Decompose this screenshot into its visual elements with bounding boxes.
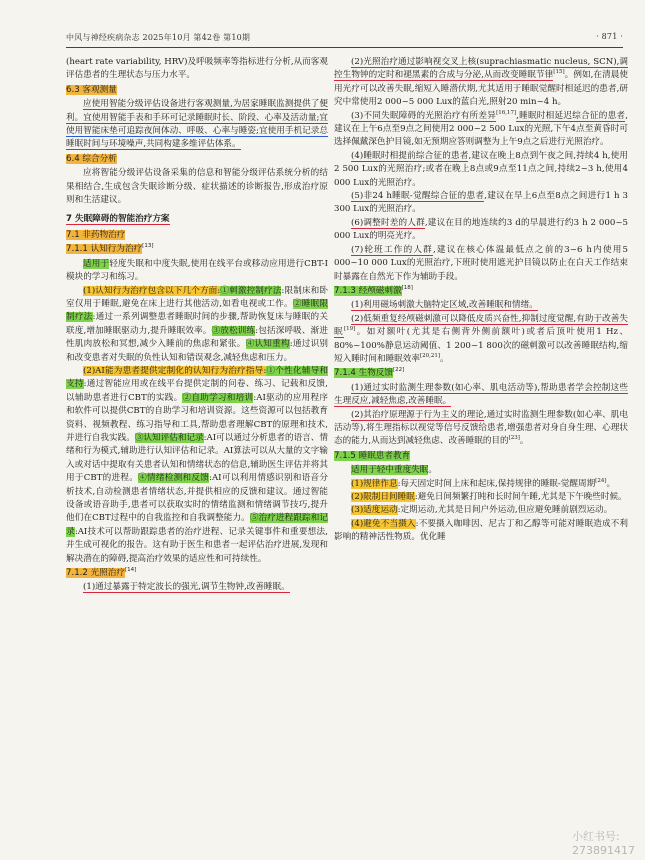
tms-p2-text: 。如对额叶(尤其是右侧背外侧前额叶)或者后顶叶使用1 Hz、80%~100%静息运动阈值、1 200~1 800次的磁刺激可以改善睡眠结构,缩短入睡时间和睡眠效率: [334, 327, 628, 364]
section-6-3-body: [66, 98, 328, 152]
ref-14: [14]: [124, 567, 137, 574]
light-therapy-p4: [334, 150, 628, 190]
section-6-3-text: 应使用智能分级评估设备进行客观测量,为居家睡眠监测提供了便利。宜使用智能手表和手环可记录睡眠时长、阶段、心率及活动量;宜使用智能床垫可追踪夜间体动、呼吸、心率与睡姿;宜使用手机记录总睡眠时间与环境噪声,共同构建多维评估体系。: [66, 99, 328, 150]
cognitive-assessment-label: ③认知评估和记录: [134, 432, 204, 443]
light-therapy-p2-tail: 。例如,在清晨使用光疗可以改善失眠,缩短入睡潜伏期,尤其适用于睡眠觉醒时相延迟的患者,研究中常使用2 000~5 000 Lux的蓝白光,照射20 min~4 h。: [334, 70, 629, 108]
relaxation-text: :包括深呼吸、渐进性肌肉放松和冥想,减少入睡前的焦虑和紧张。: [66, 325, 328, 350]
journal-header: [66, 32, 623, 46]
light-therapy-p5: [334, 190, 628, 217]
light-therapy-p3-text: (3)不同失眠障碍的光照治疗有所差异: [351, 110, 497, 121]
section-7-1-5-heading: [334, 450, 628, 463]
ref-19: [19]: [344, 326, 356, 333]
avoid-intake-text: :不要摄入咖啡因、尼古丁和乙醇等可能对睡眠造成不利影响的精神活性物质。优化睡: [334, 518, 628, 543]
non24-label: (5)非24 h睡眠-觉醒综合征的患者: [351, 191, 485, 202]
education-e2: [334, 491, 628, 504]
intro-paragraph: (heart rate variability, HRV)及呼吸频率等指标进行分析,从而客观评估患者的生理状态与压力水平。: [66, 57, 328, 81]
limit-nap-label: (2)限制日间睡眠: [351, 492, 415, 502]
light-therapy-p3-tail: ,建议在上午6点至9点之间使用2 000~2 500 Lux的光照,下午4点至黄昏时可选择佩戴深色护目镜,如无预期应答则调整为上午9点之后进行光照治疗。: [334, 110, 628, 148]
education-intro-end: 。: [428, 465, 437, 476]
stimulus-control-label: ①刺激控制疗法: [220, 285, 282, 296]
exercise-label: (3)适度运动: [351, 505, 398, 516]
light-therapy-p4-text: ,建议在晚上8点到午夜之间,持续4 h,使用2 500 Lux的光照治疗;或者在晚上8点或9点至11点之间,持续2~3 h,使用4 000 Lux的光照治疗。: [334, 150, 628, 188]
section-7-1-2-heading: [66, 567, 328, 580]
self-learning-text: :AI驱动的应用程序和软件可以提供CBT的自助学习和培训资源。这些资源可以包括教育资料、视频教程、练习指导和工具,帮助患者理解CBT的原理和技术,并进行自我实践。: [66, 392, 328, 443]
header-rule: [66, 47, 623, 48]
light-therapy-p1: [66, 581, 328, 594]
regular-schedule-end: 。: [606, 478, 616, 489]
education-intro: [334, 464, 628, 477]
section-7-title: 7 失眠障碍的智能治疗方案: [66, 214, 170, 225]
tms-p1-text: (1)利用磁场刺激大脑特定区域,改善睡眠和情绪。: [351, 300, 538, 311]
section-7-1-1-heading: [66, 243, 328, 256]
page-number: · 871 ·: [596, 32, 623, 41]
ref-23: [23]: [508, 435, 520, 442]
sleep-restriction-text: :通过一系列调整患者睡眠时间的步骤,帮助恢复床与睡眠的关联度,增加睡眠驱动力,提升睡眠效率。: [66, 312, 328, 336]
jet-lag-label: (6)调整时差的人群: [351, 217, 425, 228]
section-7-1-4-title: 7.1.4 生物反馈: [334, 368, 393, 379]
section-7-1-3-heading: [334, 285, 628, 298]
regular-schedule-label: (1)规律作息: [351, 478, 398, 489]
light-therapy-p7-text: ,建议在核心体温最低点之前的3~6 h内使用5 000~10 000 Lux的光照治疗,下班时使用遮光护目镜以防止在白天工作结束时暴露在自然光下作为辅助手段。: [334, 244, 628, 282]
ref-15: [15]: [553, 69, 565, 76]
cbt-intro: [66, 258, 328, 285]
progress-tracking-label: ⑤治疗进程跟踪和记录: [66, 513, 328, 537]
ai-cbt-guidance: [66, 365, 328, 566]
section-6-4-body: 应将智能分级评估设备采集的信息和智能分级评估系统分析的结果相结合,生成包含失眠诊断分级、症状描述的诊断报告,形成治疗原则和生活建议。: [66, 168, 328, 206]
biofeedback-p2-end: 。: [519, 436, 529, 447]
personalized-coaching-text: :通过智能应用或在线平台提供定制的问卷、练习、记载和反馈,以辅助患者进行CBT的实践。: [66, 379, 328, 403]
ref-22: [22]: [392, 367, 405, 374]
light-therapy-p2-text: (2)光照治疗通过影响视交叉上核(suprachiasmatic nucleus, SCN),调控生物钟的定时和褪黑素的合成与分泌,从而改变睡眠节律: [334, 57, 628, 81]
ref-16-17: [16,17]: [496, 109, 517, 116]
light-therapy-p3: [334, 110, 628, 150]
emotion-detection-label: ④情绪检测和反馈: [138, 473, 210, 484]
section-7-1-1-title: 7.1.1 认知行为治疗: [66, 244, 143, 255]
ref-20-21: [20,21]: [419, 353, 440, 360]
tms-p1: [334, 299, 628, 312]
ai-cbt-lead: (2)AI能为患者提供定制化的认知行为治疗指导:: [83, 365, 267, 376]
shift-work-label: (7)轮班工作的人群: [351, 244, 433, 255]
cbt-components: [66, 285, 328, 365]
light-therapy-p1-text: (1)通过暴露于特定波长的强光,调节生物钟,改善睡眠。: [83, 582, 290, 593]
ref-24: [24]: [595, 477, 607, 484]
tms-p2: [334, 313, 628, 367]
delayed-phase-label: ,睡眠时相延迟综合征的患者: [516, 110, 626, 121]
section-6-3-heading: [66, 84, 328, 97]
ref-18: [18]: [401, 285, 413, 292]
education-e1: [334, 478, 628, 491]
section-7-1-3-title: 7.1.3 经颅磁刺激: [334, 285, 402, 296]
watermark: 小红书号: 273891417: [572, 830, 635, 857]
biofeedback-p2-text: ,通过实时监测生理参数(如心率、肌电活动等),将生理指标以视觉等信号反馈给患者,增强患者对身自身生理、心理状态的能力,从而达到减轻焦虑、改善睡眠的目的: [334, 409, 628, 447]
avoid-intake-label: (4)避免不当摄入: [351, 518, 416, 529]
light-therapy-p6-text: ,建议在目的地连续约3 d的早晨进行约3 h 2 000~5 000 Lux的明亮光疗。: [334, 217, 628, 242]
cbt-applicable-text: 轻度失眠和中度失眠,使用在线平台或移动应用进行CBT-I模块的学习和练习。: [66, 258, 328, 283]
section-7-1-2-title: 7.1.2 光照治疗: [66, 568, 125, 579]
light-therapy-p6: [334, 217, 628, 244]
sleep-restriction-label: ②睡眠限制疗法: [66, 298, 328, 323]
exercise-text: :定期运动,尤其是日间户外运动,但应避免睡前剧烈运动。: [397, 505, 613, 516]
section-7-1-title: 7.1 非药物治疗: [66, 229, 126, 240]
cognitive-restructuring-label: ④认知重构: [245, 339, 290, 350]
cognitive-assessment-text: :AI可以通过分析患者的语言、情绪和行为模式,辅助进行认知评估和记录。AI算法可以从大量的文字输入或对话中提取有关患者认知和情绪状态的信息,辅助医生评估并将其用于CBT的进程。: [66, 432, 328, 484]
tms-p2-end: 。: [440, 353, 449, 364]
limit-nap-text: :避免日间频繁打盹和长时间午睡,尤其是下午晚些时候。: [414, 492, 627, 502]
progress-tracking-text: :AI技术可以帮助跟踪患者的治疗进程、记录关键事件和重要想法,并生成可视化的报告。这有助于医生和患者一起评估治疗进展,发现和解决潜在的障碍,提高治疗效果的适应性和可持续性。: [66, 526, 328, 564]
right-column: [334, 56, 628, 545]
biofeedback-p1-text: (1)通过实时监测生理参数(如心率、肌电活动等),帮助患者学会控制这些生理反应,减轻焦虑,改善睡眠。: [334, 382, 628, 407]
section-7-1-heading: [66, 229, 328, 242]
section-7-1-4-heading: [334, 367, 628, 380]
self-learning-label: ②自助学习和培训: [182, 392, 254, 403]
emotion-detection-text: :AI可以利用情感识别和语音分析技术,自动检测患者情绪状态,并提供相应的反馈和建议。通过智能设备或语音助手,患者可以获取实时的情绪监测和情绪调节技巧,提升他们在CBT过程中的自我监控和自我调整能力。: [66, 473, 328, 524]
personalized-coaching-label: ①个性化辅导和支持: [66, 365, 328, 390]
stimulus-control-text: :限制床和卧室仅用于睡眠,避免在床上进行其他活动,如看电视或工作。: [66, 285, 328, 309]
education-applicable-label: 适用于轻中重度失眠: [351, 465, 429, 476]
left-column: [66, 56, 328, 595]
section-7-1-5-title: 7.1.5 睡眠患者教育: [334, 450, 411, 461]
section-7-heading: [66, 213, 328, 226]
section-6-3-title: 6.3 客观测量: [66, 84, 117, 95]
education-e4: [334, 518, 628, 545]
regular-schedule-text: :每天固定时间上床和起床,保持规律的睡眠-觉醒周期: [397, 478, 596, 489]
advanced-phase-label: (4)睡眠时相提前综合征的患者: [351, 150, 469, 161]
cbt-applicable-label: 适用于: [83, 258, 110, 269]
education-e3: [334, 504, 628, 517]
biofeedback-p2-lead: (2)其治疗原理源于行为主义的理论: [351, 409, 484, 420]
section-6-4-heading: [66, 153, 328, 166]
biofeedback-p1: [334, 382, 628, 409]
section-6-4-title: 6.4 综合分析: [66, 153, 117, 164]
cbt-components-lead: (1)认知行为治疗包含以下几个方面:: [83, 285, 221, 296]
light-therapy-p7: [334, 244, 628, 284]
tms-p2-lead: (2)低频重复经颅磁刺激可以降低皮质兴奋性,抑制过度觉醒,有助于改善失眠: [334, 313, 628, 338]
light-therapy-p5-text: ,建议在早上6点至8点之间进行1 h 3 300 Lux的光照治疗。: [334, 191, 628, 215]
ref-13: [13]: [142, 243, 154, 250]
relaxation-label: ③放松训练: [211, 325, 256, 336]
light-therapy-p2: [334, 56, 628, 110]
journal-title: 中风与神经疾病杂志 2025年10月 第42卷 第10期: [66, 33, 251, 42]
biofeedback-p2: [334, 409, 628, 449]
cognitive-restructuring-text: :通过识别和改变患者对失眠的负性认知和错误观念,减轻焦虑和压力。: [66, 339, 329, 363]
